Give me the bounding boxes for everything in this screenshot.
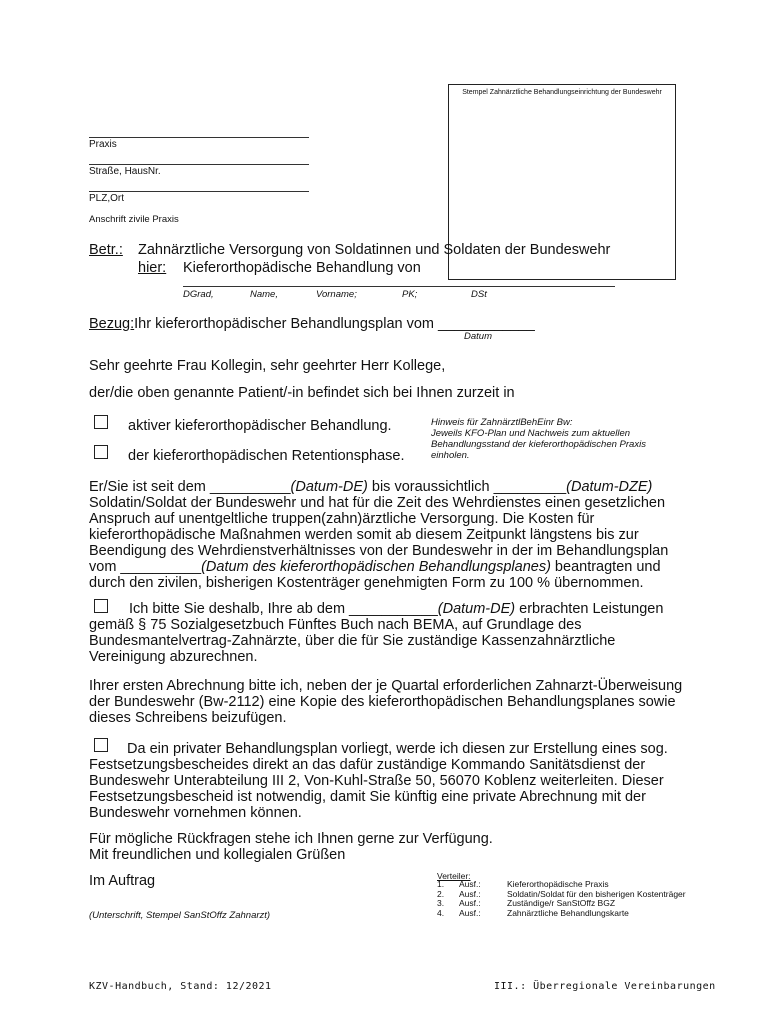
paragraph-1: Er/Sie ist seit dem __________(Datum-DE) bis voraussichtlich _________(Datum-DZE) Soldatin/Soldat der Bundeswehr und hat für die Zeit des Wehrdienstes einen gesetzlichen Anspruch auf unentgeltliche truppen(zahn)ärztliche Versorgung. Die Kosten für kieferorthopädische Maßnahmen werden somit ab diesem Zeitpunkt längstens bis zur Beendigung des Wehrdienstverhältnisses von der Bundeswehr in der im Behandlungsplan vom __________(Datum des kieferorthopädischen Behandlungsplanes) beantragten und durch den zivilen, bisherigen Kostenträger genehmigten Form zu 100 % übernommen. <box>89 479 669 591</box>
im-auftrag: Im Auftrag <box>89 873 156 889</box>
verteiler-title: Verteiler: <box>437 871 471 881</box>
betr-label: Betr.: <box>89 242 123 258</box>
hier-label: hier: <box>138 260 167 276</box>
field-dst: DSt <box>471 289 487 300</box>
hier-text: Kieferorthopädische Behandlung von <box>183 260 421 276</box>
stamp-label: Stempel Zahnärztliche Behandlungseinrichtung der Bundeswehr <box>462 89 662 96</box>
strasse-line <box>89 164 309 165</box>
patient-line <box>183 286 615 287</box>
signature-caption: (Unterschrift, Stempel SanStOffz Zahnarzt) <box>89 910 271 921</box>
option2-checkbox[interactable] <box>94 445 108 459</box>
option1-label: aktiver kieferorthopädischer Behandlung. <box>128 418 392 434</box>
plz-line <box>89 191 309 192</box>
verteiler-row: 2. Ausf.: Soldatin/Soldat für den bisherigen Kostenträger <box>437 888 686 899</box>
hint-block: Hinweis für ZahnärztlBehEinr Bw: Jeweils KFO-Plan und Nachweis zum aktuellen Behandlungsstand der kieferorthopädischen Praxis einholen. <box>431 417 646 461</box>
address-caption: Anschrift zivile Praxis <box>89 214 179 225</box>
betr-text: Zahnärztliche Versorgung von Soldatinnen und Soldaten der Bundeswehr <box>138 242 611 258</box>
footer-right: III.: Überregionale Vereinbarungen <box>494 981 716 992</box>
praxis-line <box>89 137 309 138</box>
intro: der/die oben genannte Patient/-in befindet sich bei Ihnen zurzeit in <box>89 385 515 401</box>
verteiler-row: 4. Ausf.: Zahnärztliche Behandlungskarte <box>437 907 629 918</box>
strasse-label: Straße, HausNr. <box>89 166 161 177</box>
option2-label: der kieferorthopädischen Retentionsphase. <box>128 448 405 464</box>
verteiler-row: 3. Ausf.: Zuständige/r SanStOffz BGZ <box>437 898 616 908</box>
praxis-label: Praxis <box>89 139 117 150</box>
plz-label: PLZ,Ort <box>89 193 125 204</box>
field-dgrad: DGrad, <box>183 289 214 300</box>
verteiler-row: 1. Ausf.: Kieferorthopädische Praxis <box>437 879 609 889</box>
paragraph-2: Ich bitte Sie deshalb, Ihre ab dem ___________(Datum-DE) erbrachten Leistungen gemäß § 75 Sozialgesetzbuch Fünftes Buch nach BEMA, auf Grundlage des Bundesmantelvertrag-Zahnärzte, über die für Sie zuständige Kassenzahnärztliche Vereinigung abzurechnen. <box>89 601 664 665</box>
footer-left: KZV-Handbuch, Stand: 12/2021 <box>89 981 272 992</box>
verteiler-table <box>437 880 686 918</box>
field-pk: PK; <box>402 289 418 300</box>
field-name: Name, <box>250 289 278 300</box>
greeting: Sehr geehrte Frau Kollegin, sehr geehrter Herr Kollege, <box>89 358 446 374</box>
paragraph-4: Da ein privater Behandlungsplan vorliegt, werde ich diesen zur Erstellung eines sog. Festsetzungsbescheides direkt an das dafür zuständige Kommando Sanitätsdienst der Bundeswehr Unterabteilung III 2, Von-Kuhl-Straße 50, 56070 Koblenz weiterleiten. Dieser Festsetzungsbescheid ist notwendig, damit Sie künftig eine private Abrechnung mit der Bundeswehr vornehmen können. <box>89 741 668 821</box>
paragraph-3: Ihrer ersten Abrechnung bitte ich, neben der je Quartal erforderlichen Zahnarzt-Überweisung der Bundeswehr (Bw-2112) eine Kopie des kieferorthopädischen Behandlungsplanes sowie dieses Schreibens beizufügen. <box>89 678 683 726</box>
option1-checkbox[interactable] <box>94 415 108 429</box>
bezug-line: Bezug:Ihr kieferorthopädischer Behandlungsplan vom ____________ <box>89 316 535 332</box>
closing: Für mögliche Rückfragen stehe ich Ihnen gerne zur Verfügung. Mit freundlichen und kollegialen Grüßen <box>89 831 493 863</box>
bezug-datum: Datum <box>464 331 492 342</box>
field-vorname: Vorname; <box>316 289 357 300</box>
